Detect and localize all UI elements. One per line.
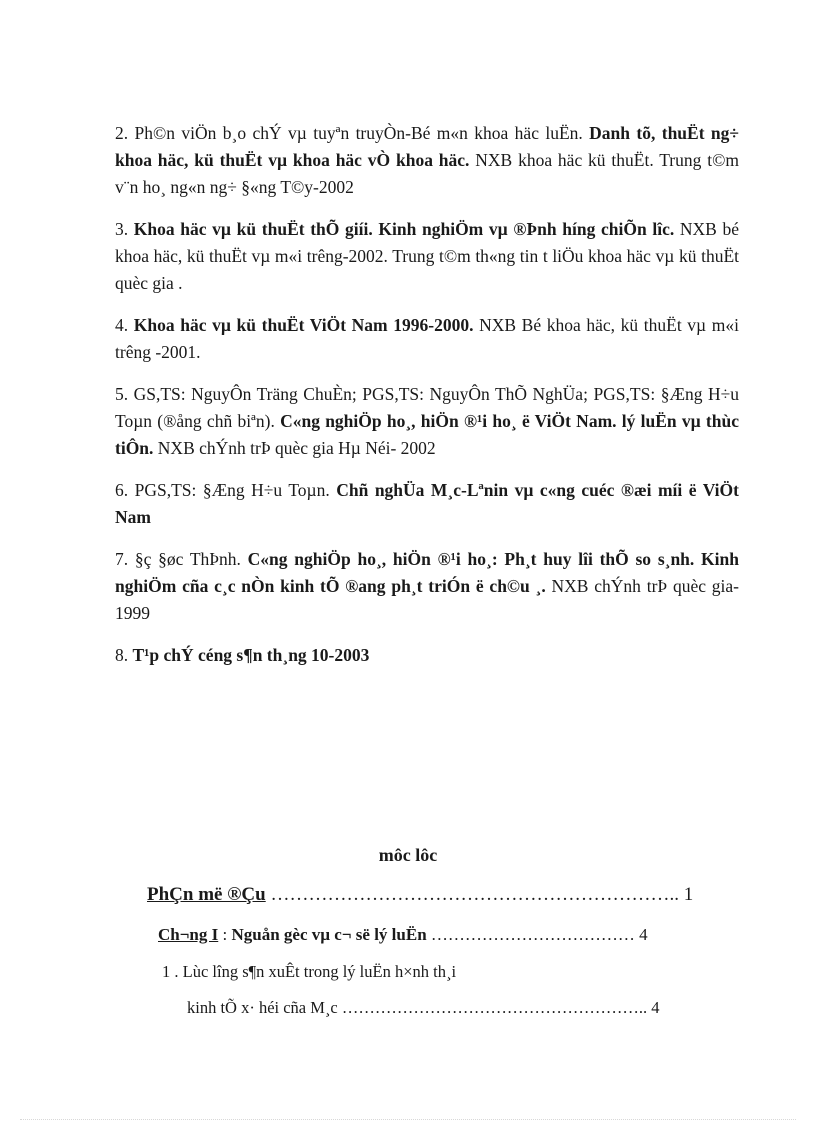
reference-item: 3. Khoa häc vµ kü thuËt thÕ giíi. Kinh nghiÖm vµ ®Þnh híng chiÕn lîc. NXB bé khoa häc, kü thuËt vµ m«i trêng-2002. Trung t©m th«ng tin t liÖu khoa häc vµ kü thuËt quèc gia . [115, 219, 740, 293]
toc-entry-chapter-1[interactable]: Ch¬ng I : Nguån gèc vµ c¬ së lý luËn ……………………………… 4 [158, 925, 648, 944]
toc-entry-section-1-line-2[interactable]: kinh tÕ x· héi cña M¸c ……………………………………………….. 4 [187, 998, 660, 1017]
toc-entry-section-1-line-1[interactable]: 1 . Lùc lîng s¶n xuÊt trong lý luËn h×nh th¸i [162, 962, 457, 981]
toc-entry-intro[interactable]: PhÇn më ®Çu ……………………………………………………….. 1 [147, 884, 694, 905]
reference-list [115, 120, 739, 684]
page-bottom-divider [20, 1119, 796, 1120]
reference-item: 5. GS,TS: NguyÔn Träng ChuÈn; PGS,TS: NguyÔn ThÕ NghÜa; PGS,TS: §Æng H÷u Toµn (®ång chñ biªn). C«ng nghiÖp ho¸, hiÖn ®¹i ho¸ ë ViÖt Nam. lý luËn vµ thùc tiÔn. NXB chÝnh trÞ quèc gia Hµ Néi- 2002 [115, 384, 739, 458]
reference-item: 8. T¹p chÝ céng s¶n th¸ng 10-2003 [115, 645, 370, 665]
reference-item: 4. Khoa häc vµ kü thuËt ViÖt Nam 1996-2000. NXB Bé khoa häc, kü thuËt vµ m«i trêng -2001. [115, 315, 739, 362]
reference-item: 7. §ç §øc ThÞnh. C«ng nghiÖp ho¸, hiÖn ®¹i ho¸: Ph¸t huy lîi thÕ so s¸nh. Kinh nghiÖm cña c¸c nÒn kinh tÕ ®ang ph¸t triÓn ë ch©u ¸. NXB chÝnh trÞ quèc gia-1999 [115, 549, 739, 623]
toc-title: môc lôc [378, 845, 438, 865]
reference-item: 2. Ph©n viÖn b¸o chÝ vµ tuyªn truyÒn-Bé m«n khoa häc luËn. Danh tõ, thuËt ng÷ khoa häc, kü thuËt vµ khoa häc vÒ khoa häc. NXB khoa häc kü thuËt. Trung t©m v¨n ho¸ ng«n ng÷ §«ng T©y-2002 [115, 123, 739, 197]
reference-item: 6. PGS,TS: §Æng H÷u Toµn. Chñ nghÜa M¸c-Lªnin vµ c«ng cuéc ®æi míi ë ViÖt Nam [115, 480, 739, 527]
